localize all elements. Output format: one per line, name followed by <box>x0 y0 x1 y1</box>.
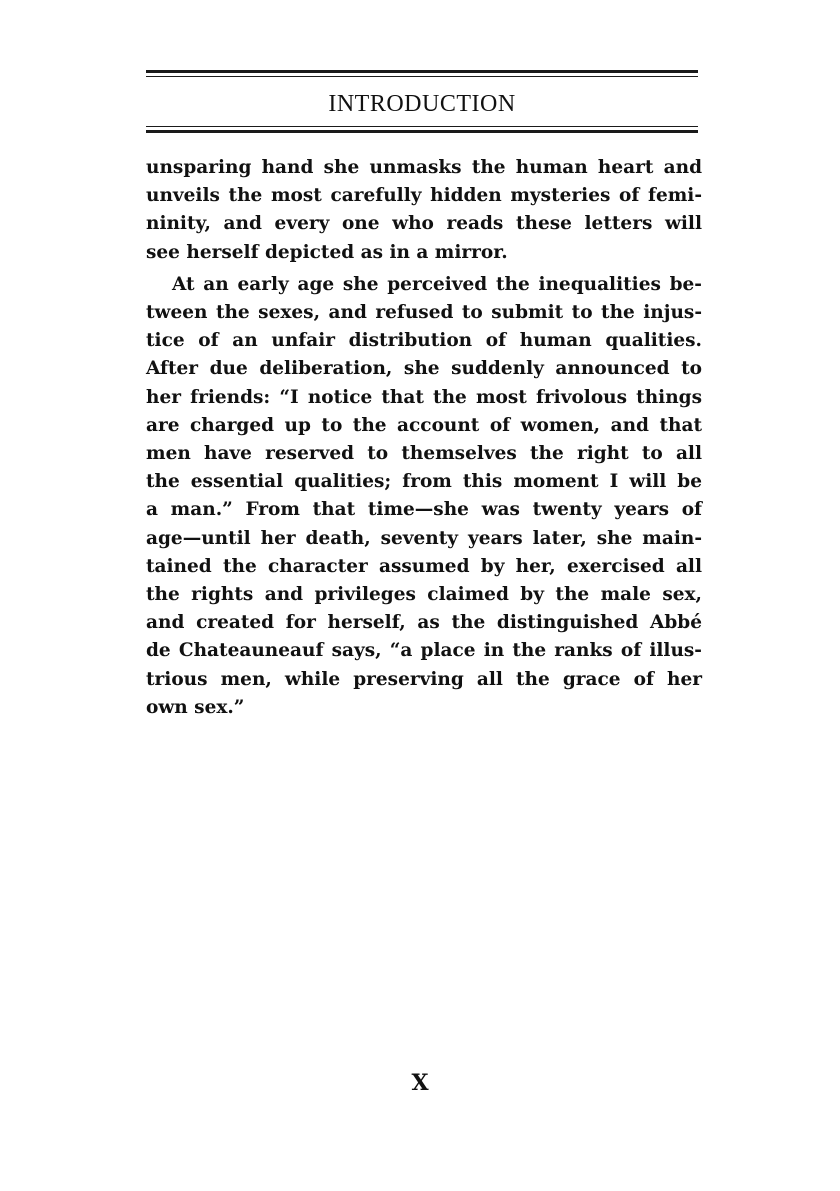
thin-rule <box>146 76 698 77</box>
text-line: the essential qualities; from this moment I will be <box>146 471 702 493</box>
page-number: X <box>411 1070 429 1096</box>
text-line: men have reserved to themselves the right to all <box>146 443 702 465</box>
text-line: tained the character assumed by her, exercised all <box>146 555 702 577</box>
text-line: After due deliberation, she suddenly announced to <box>146 358 702 380</box>
text-line: own sex.” <box>146 696 245 718</box>
thick-rule <box>146 130 698 133</box>
header-rule-bottom <box>146 126 698 133</box>
paragraph-1 <box>146 154 702 267</box>
text-line: trious men, while preserving all the grace of her <box>146 668 702 690</box>
text-line: see herself depicted as in a mirror. <box>146 241 508 263</box>
text-line: At an early age she perceived the inequalities be- <box>172 273 702 295</box>
text-line: unsparing hand she unmasks the human heart and <box>146 157 702 178</box>
body-text <box>146 154 702 722</box>
running-head: INTRODUCTION <box>328 91 516 117</box>
text-line: unveils the most carefully hidden mysteries of femi- <box>146 185 702 207</box>
text-line: a man.” From that time—she was twenty years of <box>146 499 702 521</box>
text-line: de Chateauneauf says, “a place in the ranks of illus- <box>146 640 702 662</box>
text-line: and created for herself, as the distinguished Abbé <box>146 612 702 634</box>
text-line: age—until her death, seventy years later, she main- <box>146 527 702 549</box>
text-line: tween the sexes, and refused to submit to the injus- <box>146 302 702 324</box>
text-line: her friends: “I notice that the most frivolous things <box>146 386 702 408</box>
text-line: are charged up to the account of women, and that <box>146 414 702 436</box>
thin-rule <box>146 126 698 127</box>
text-line: the rights and privileges claimed by the male sex, <box>146 584 702 606</box>
text-line: tice of an unfair distribution of human qualities. <box>146 330 702 352</box>
paragraph-2 <box>146 271 702 722</box>
text-line: ninity, and every one who reads these letters will <box>146 213 702 235</box>
thick-rule <box>146 70 698 73</box>
header-rule-top <box>146 70 698 77</box>
